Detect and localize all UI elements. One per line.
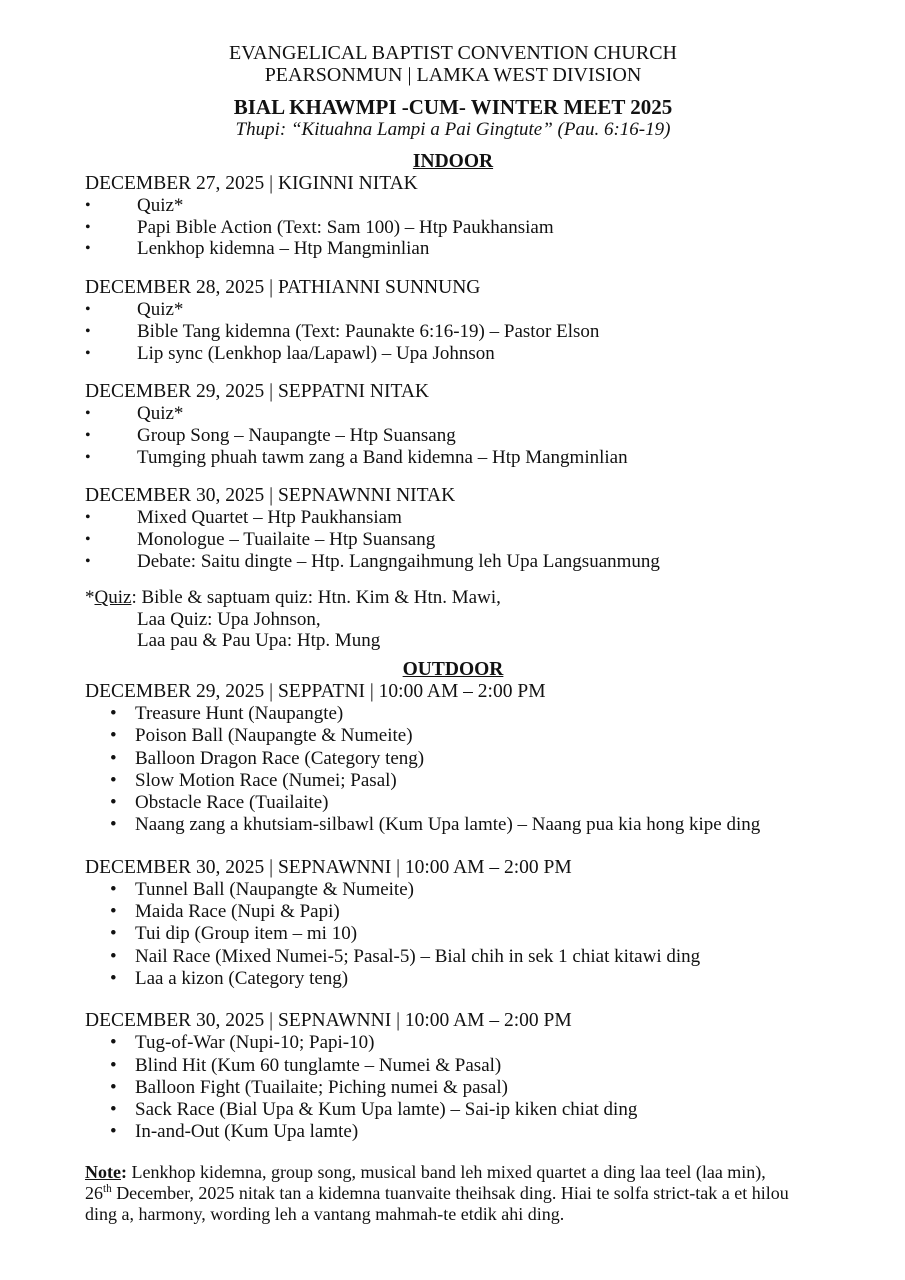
bullet-icon: •: [85, 448, 91, 466]
schedule-item: [85, 901, 821, 923]
theme-line: Thupi: “Kituahna Lampi a Pai Gingtute” (Pau. 6:16-19): [235, 119, 671, 140]
schedule-item: [85, 299, 821, 321]
schedule-item-text: Tunnel Ball (Naupangte & Numeite): [135, 878, 414, 900]
schedule-item-text: Naang zang a khutsiam-silbawl (Kum Upa lamte) – Naang pua kia hong kipe ding: [135, 814, 761, 836]
indoor-section-title: INDOOR: [412, 151, 494, 172]
note-date-number: 26: [85, 1182, 103, 1203]
bullet-icon: •: [85, 344, 91, 362]
schedule-item-text: Nail Race (Mixed Numei-5; Pasal-5) – Bial chih in sek 1 chiat kitawi ding: [135, 945, 701, 967]
schedule-item: [85, 725, 821, 747]
schedule-item-text: Sack Race (Bial Upa & Kum Upa lamte) – Sai-ip kiken chiat ding: [135, 1099, 638, 1121]
day-heading: DECEMBER 27, 2025 | KIGINNI NITAK: [85, 173, 418, 194]
schedule-item: [85, 551, 821, 573]
note-line-2-text: December, 2025 nitak tan a kidemna tuanvaite theihsak ding. Hiai te solfa strict-tak a et hilou: [111, 1182, 789, 1203]
day-block: [85, 173, 821, 260]
note-line-3: ding a, harmony, wording leh a vantang mahmah-te etdik ahi ding.: [85, 1203, 565, 1224]
bullet-icon: •: [85, 218, 91, 236]
bullet-icon: •: [110, 769, 117, 791]
bullet-icon: •: [110, 702, 117, 724]
schedule-item-text: Tug-of-War (Nupi-10; Papi-10): [135, 1032, 375, 1054]
schedule-item: [85, 923, 821, 945]
bullet-icon: •: [110, 792, 117, 814]
asterisk: *: [85, 587, 95, 609]
schedule-item-text: Lenkhop kidemna – Htp Mangminlian: [137, 238, 430, 260]
bullet-icon: •: [110, 725, 117, 747]
day-heading: DECEMBER 29, 2025 | SEPPATNI | 10:00 AM – 2:00 PM: [85, 680, 546, 702]
bullet-icon: •: [110, 901, 117, 923]
day-block: [85, 681, 821, 837]
schedule-item: [85, 770, 821, 792]
schedule-item-text: Poison Ball (Naupangte & Numeite): [135, 725, 413, 747]
day-block: [85, 1010, 821, 1143]
bullet-icon: •: [85, 509, 91, 527]
schedule-item: [85, 879, 821, 901]
day-heading: DECEMBER 30, 2025 | SEPNAWNNI | 10:00 AM – 2:00 PM: [85, 856, 572, 878]
bullet-icon: •: [85, 426, 91, 444]
bullet-icon: •: [85, 531, 91, 549]
schedule-item-text: Papi Bible Action (Text: Sam 100) – Htp Paukhansiam: [137, 216, 554, 238]
schedule-item: [85, 1077, 821, 1099]
schedule-item-text: Slow Motion Race (Numei; Pasal): [135, 769, 397, 791]
schedule-item-text: Bible Tang kidemna (Text: Paunakte 6:16-19) – Pastor Elson: [137, 320, 600, 342]
indoor-schedule: [85, 173, 821, 572]
schedule-item: [85, 1032, 821, 1054]
schedule-item: [85, 968, 821, 990]
day-block: [85, 857, 821, 990]
day-heading: DECEMBER 30, 2025 | SEPNAWNNI | 10:00 AM – 2:00 PM: [85, 1010, 572, 1032]
note-date-ordinal: th: [103, 1182, 112, 1195]
schedule-item: [85, 792, 821, 814]
day-heading: DECEMBER 29, 2025 | SEPPATNI NITAK: [85, 381, 429, 403]
bullet-icon: •: [110, 1054, 117, 1076]
note-line-2: [85, 1183, 821, 1204]
schedule-item: [85, 529, 821, 551]
day-block: [85, 485, 821, 572]
schedule-item: [85, 814, 821, 836]
quiz-footnote-rest: : Bible & saptuam quiz: Htn. Kim & Htn. Mawi,: [131, 587, 501, 609]
schedule-item-text: Obstacle Race (Tuailaite): [135, 792, 329, 814]
bullet-icon: •: [110, 923, 117, 945]
schedule-item-text: Tui dip (Group item – mi 10): [135, 923, 358, 945]
bullet-icon: •: [110, 1032, 117, 1054]
schedule-item: [85, 946, 821, 968]
bullet-icon: •: [110, 747, 117, 769]
quiz-footnote-line-1: [85, 587, 821, 609]
schedule-item-text: Quiz*: [137, 195, 184, 216]
schedule-item-text: Laa a kizon (Category teng): [135, 967, 349, 989]
bullet-icon: •: [85, 322, 91, 340]
outdoor-section-heading: [85, 659, 821, 681]
bullet-icon: •: [110, 814, 117, 836]
day-block: [85, 277, 821, 364]
note-label: Note: [85, 1161, 121, 1182]
note-paragraph: [85, 1162, 821, 1225]
bullet-icon: •: [110, 1099, 117, 1121]
schedule-item-text: Mixed Quartet – Htp Paukhansiam: [137, 507, 402, 529]
schedule-item: [85, 425, 821, 447]
schedule-item-text: In-and-Out (Kum Upa lamte): [135, 1121, 359, 1143]
schedule-item-text: Blind Hit (Kum 60 tunglamte – Numei & Pasal): [135, 1054, 502, 1076]
schedule-item: [85, 238, 821, 260]
schedule-item: [85, 343, 821, 365]
bullet-icon: •: [85, 405, 91, 423]
bullet-icon: •: [110, 878, 117, 900]
bullet-icon: •: [110, 1076, 117, 1098]
bullet-icon: •: [85, 301, 91, 319]
day-block: [85, 381, 821, 468]
schedule-item-text: Quiz*: [137, 403, 184, 425]
schedule-item: [85, 447, 821, 469]
schedule-item: [85, 703, 821, 725]
bullet-icon: •: [110, 1121, 117, 1143]
note-line-1: [85, 1162, 821, 1183]
day-heading: DECEMBER 28, 2025 | PATHIANNI SUNNUNG: [85, 277, 481, 299]
schedule-item: [85, 1099, 821, 1121]
outdoor-schedule: [85, 681, 821, 1144]
schedule-item-text: Monologue – Tuailaite – Htp Suansang: [137, 529, 436, 551]
schedule-item: [85, 1055, 821, 1077]
schedule-item: [85, 321, 821, 343]
outdoor-section-title: OUTDOOR: [402, 658, 504, 680]
schedule-item: [85, 748, 821, 770]
church-name: EVANGELICAL BAPTIST CONVENTION CHURCH: [229, 42, 677, 64]
schedule-item-text: Balloon Fight (Tuailaite; Piching numei & pasal): [135, 1076, 508, 1098]
schedule-item: [85, 1121, 821, 1143]
day-heading: DECEMBER 30, 2025 | SEPNAWNNI NITAK: [85, 485, 456, 507]
indoor-section-heading: [85, 151, 821, 173]
schedule-item-text: Debate: Saitu dingte – Htp. Langngaihmung leh Upa Langsuanmung: [137, 550, 660, 572]
quiz-footnote: [85, 587, 821, 652]
bullet-icon: •: [110, 945, 117, 967]
bullet-icon: •: [85, 197, 91, 214]
quiz-footnote-line-2: Laa Quiz: Upa Johnson,: [137, 608, 321, 630]
schedule-item: [85, 195, 821, 217]
note-colon: :: [120, 1161, 127, 1182]
bullet-icon: •: [110, 967, 117, 989]
quiz-footnote-label: Quiz: [94, 587, 132, 609]
event-title: BIAL KHAWMPI -CUM- WINTER MEET 2025: [233, 95, 673, 119]
schedule-item-text: Maida Race (Nupi & Papi): [135, 901, 340, 923]
note-line-1-text: Lenkhop kidemna, group song, musical band leh mixed quartet a ding laa teel (laa min),: [126, 1161, 766, 1182]
schedule-item-text: Quiz*: [137, 299, 184, 321]
bullet-icon: •: [85, 552, 91, 570]
schedule-item-text: Lip sync (Lenkhop laa/Lapawl) – Upa Johnson: [137, 342, 495, 364]
bullet-icon: •: [85, 240, 91, 258]
schedule-item: [85, 403, 821, 425]
schedule-item-text: Treasure Hunt (Naupangte): [135, 702, 344, 724]
schedule-item-text: Group Song – Naupangte – Htp Suansang: [137, 424, 456, 446]
schedule-item: [85, 217, 821, 239]
quiz-footnote-line-3: Laa pau & Pau Upa: Htp. Mung: [137, 630, 381, 652]
schedule-item: [85, 507, 821, 529]
division-line: PEARSONMUN | LAMKA WEST DIVISION: [264, 64, 642, 86]
schedule-item-text: Tumging phuah tawm zang a Band kidemna – Htp Mangminlian: [137, 446, 628, 468]
schedule-item-text: Balloon Dragon Race (Category teng): [135, 747, 425, 769]
